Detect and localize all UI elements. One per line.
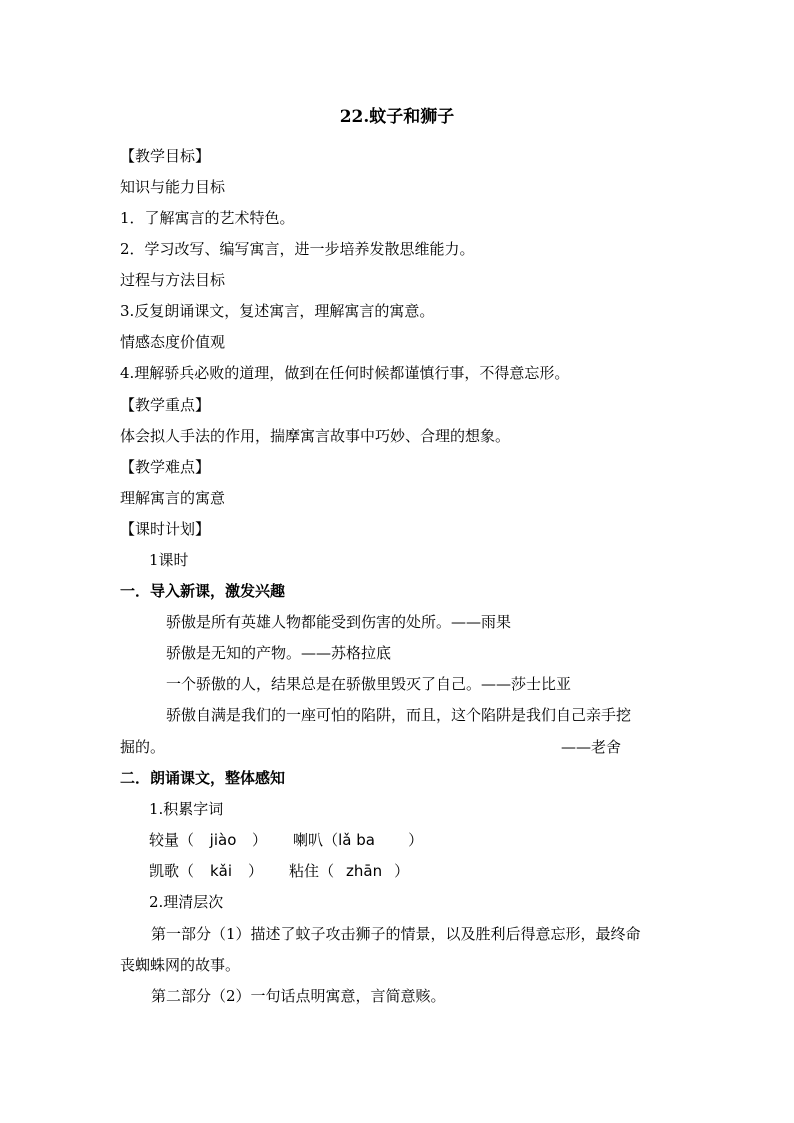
- knowledge-title: 知识与能力目标: [120, 178, 226, 196]
- part2-sub-2: 2.理清层次: [149, 893, 224, 911]
- pinyin-laba: lǎ ba: [338, 831, 375, 849]
- key-header: 【教学重点】: [120, 396, 211, 414]
- pinyin-jiao: jiào: [209, 831, 237, 849]
- key-text: 体会拟人手法的作用，揣摩寓言故事中巧妙、合理的想象。: [120, 427, 511, 445]
- quote-2: 骄傲是无知的产物。——苏格拉底: [166, 644, 392, 662]
- word-zhanzhu: 粘住: [289, 862, 320, 880]
- pinyin-kai: kǎi: [210, 862, 233, 880]
- plan-header: 【课时计划】: [120, 520, 211, 538]
- difficult-text: 理解寓言的寓意: [120, 489, 226, 507]
- part1-heading: 一．导入新课，激发兴趣: [120, 582, 286, 600]
- difficult-header: 【教学难点】: [120, 458, 211, 476]
- quote-4-line-1: 骄傲自满是我们的一座可怕的陷阱，而且，这个陷阱是我们自己亲手挖: [166, 706, 632, 724]
- layer-2: 第二部分（2）一句话点明寓意，言简意赅。: [151, 987, 446, 1005]
- part2-sub-1: 1.积累字词: [149, 800, 224, 818]
- process-title: 过程与方法目标: [120, 271, 226, 289]
- objective-3: 3.反复朗诵课文，复述寓言，理解寓言的寓意。: [120, 302, 435, 320]
- plan-text: 1课时: [149, 551, 189, 569]
- objective-1: 1．了解寓言的艺术特色。: [120, 209, 295, 227]
- word-row-1: 较量（ jiào ） 喇叭（lǎ ba ）: [149, 831, 424, 849]
- word-jiaoliang: 较量: [149, 831, 180, 849]
- quote-3: 一个骄傲的人，结果总是在骄傲里毁灭了自己。——莎士比亚: [166, 675, 572, 693]
- part2-heading: 二．朗诵课文，整体感知: [120, 769, 286, 787]
- word-laba: 喇叭: [293, 831, 324, 849]
- layer-1-line-2: 丧蜘蛛网的故事。: [120, 956, 241, 974]
- objectives-header: 【教学目标】: [120, 147, 211, 165]
- objective-2: 2．学习改写、编写寓言，进一步培养发散思维能力。: [120, 240, 475, 258]
- layer-1-line-1: 第一部分（1）描述了蚊子攻击狮子的情景，以及胜利后得意忘形，最终命: [151, 925, 641, 943]
- pinyin-zhan: zhān: [346, 862, 383, 880]
- quote-4-author: ——老舍: [561, 738, 622, 756]
- word-row-2: 凯歌（ kǎi ） 粘住（ zhān ）: [149, 862, 410, 880]
- quote-1: 骄傲是所有英雄人物都能受到伤害的处所。——雨果: [166, 613, 512, 631]
- page-title: 22.蚊子和狮子: [339, 107, 455, 127]
- word-kaige: 凯歌: [149, 862, 180, 880]
- objective-4: 4.理解骄兵必败的道理，做到在任何时候都谨慎行事，不得意忘形。: [120, 364, 570, 382]
- emotion-title: 情感态度价值观: [120, 333, 226, 351]
- quote-4-line-2: 掘的。: [120, 738, 166, 756]
